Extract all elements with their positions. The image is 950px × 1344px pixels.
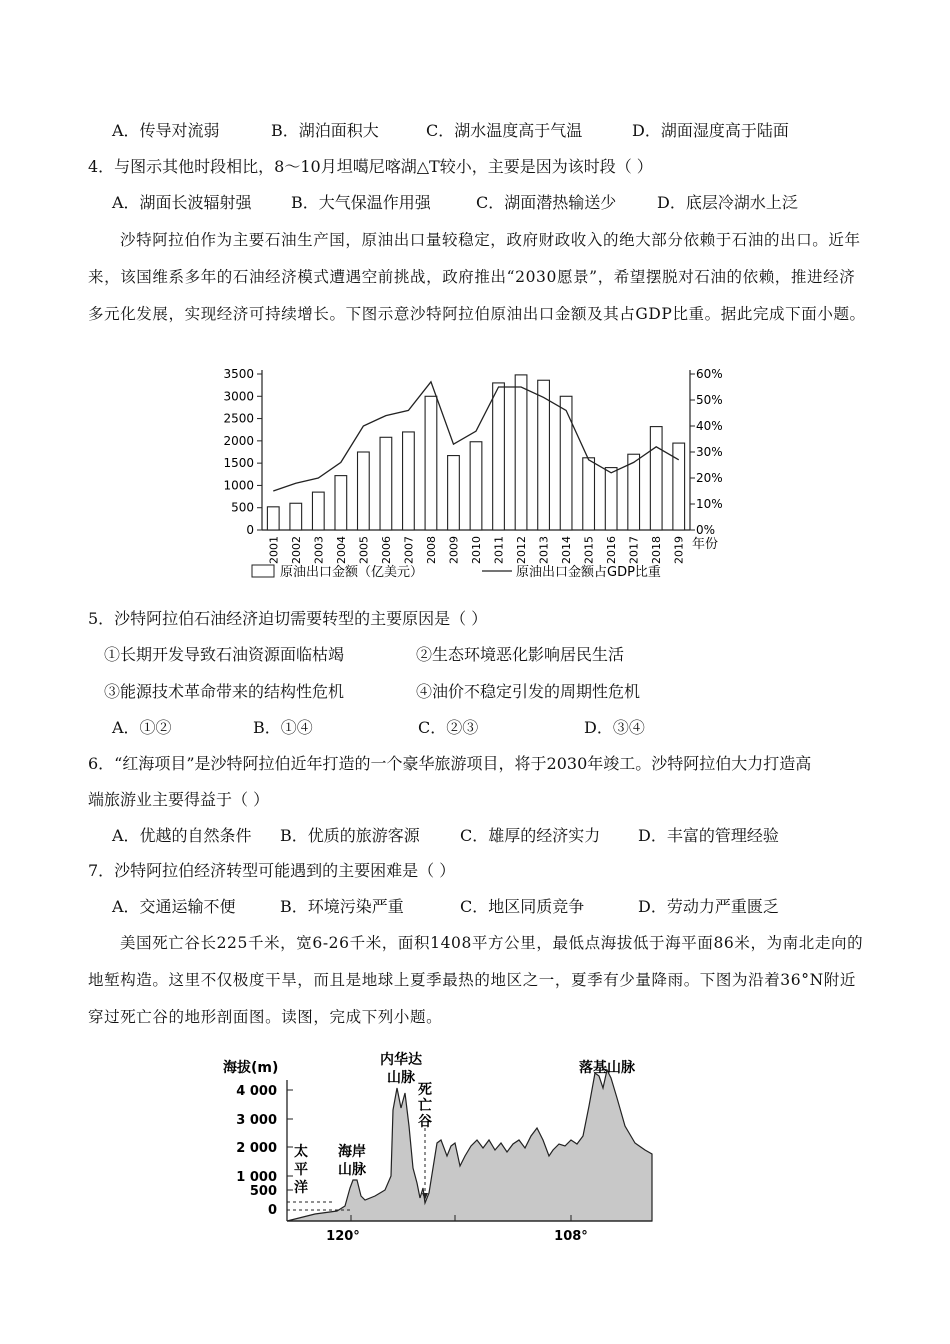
y-label-4000: 4 000 — [236, 1084, 277, 1099]
q7-option-b: B．环境污染严重 — [280, 897, 404, 916]
q5-option-d: D．③④ — [584, 718, 645, 737]
x-label-2016: 2016 — [605, 536, 619, 564]
bar-2013 — [538, 380, 550, 530]
right-tick-label: 60% — [696, 367, 723, 381]
q7-stem: 7．沙特阿拉伯经济转型可能遇到的主要困难是（ ） — [88, 861, 456, 880]
x-label-2019: 2019 — [672, 536, 686, 564]
x-label-2013: 2013 — [537, 536, 551, 564]
bar-2018 — [650, 427, 662, 530]
left-tick-label: 3500 — [223, 367, 254, 381]
q5-option-a: A．①② — [112, 718, 172, 737]
left-tick-label: 0 — [246, 523, 254, 537]
left-tick-label: 500 — [231, 500, 254, 515]
y-label-500: 500 — [249, 1184, 277, 1199]
x-label-2009: 2009 — [447, 536, 461, 564]
q4-option-a: A．湖面长波辐射强 — [112, 193, 252, 212]
q3-option-b: B．湖泊面积大 — [271, 121, 379, 140]
label-coast-2: 山脉 — [338, 1162, 366, 1178]
y-label-3000: 3 000 — [236, 1113, 277, 1128]
x-label-2002: 2002 — [289, 536, 303, 564]
y-label-0: 0 — [267, 1203, 277, 1218]
x-label-2010: 2010 — [470, 536, 483, 564]
right-tick-label: 30% — [696, 445, 723, 459]
saudi-oil-chart — [200, 362, 740, 587]
left-tick-label: 2000 — [223, 433, 254, 448]
bar-2017 — [628, 454, 640, 530]
q4-option-b: B．大气保温作用强 — [291, 193, 431, 212]
x-label-2018: 2018 — [650, 536, 664, 564]
legend-bar-label: 原油出口金额（亿美元） — [280, 565, 424, 580]
q7-option-d: D．劳动力严重匮乏 — [638, 897, 779, 916]
legend-line-label: 原油出口金额占GDP比重 — [516, 565, 661, 580]
q5-item-1: ①长期开发导致石油资源面临枯竭 — [104, 645, 345, 664]
bar-2012 — [515, 375, 527, 530]
label-valley-3: 谷 — [418, 1114, 432, 1130]
x-label-2003: 2003 — [312, 536, 326, 564]
label-nevada-2: 山脉 — [387, 1070, 415, 1086]
bar-2003 — [312, 492, 324, 530]
right-tick-label: 40% — [696, 419, 723, 433]
q5-option-c: C．②③ — [418, 718, 479, 737]
label-valley-1: 死 — [418, 1082, 432, 1098]
bar-2002 — [290, 503, 302, 530]
bar-2005 — [358, 452, 370, 530]
q3-option-d: D．湖面湿度高于陆面 — [632, 121, 789, 140]
q5-item-4: ④油价不稳定引发的周期性危机 — [416, 682, 641, 701]
x-axis-title: 年份 — [692, 537, 719, 552]
label-coast-1: 海岸 — [338, 1144, 366, 1160]
bar-2007 — [403, 432, 415, 530]
bar-2004 — [335, 476, 347, 530]
right-tick-label: 10% — [696, 497, 723, 511]
label-nevada-1: 内华达 — [380, 1052, 422, 1068]
q6-stem-line2: 端旅游业主要得益于（ ） — [88, 790, 270, 809]
chart-bars — [267, 375, 684, 530]
q5-option-b: B．①④ — [253, 718, 313, 737]
bar-2010 — [470, 442, 482, 530]
left-tick-label: 1500 — [223, 456, 254, 471]
label-rockies: 落基山脉 — [579, 1060, 635, 1076]
profile-ylabel: 海拔(m) — [223, 1060, 279, 1076]
q5-stem: 5．沙特阿拉伯石油经济迫切需要转型的主要原因是（ ） — [88, 609, 488, 628]
bar-2016 — [605, 468, 617, 530]
x-label-2015: 2015 — [582, 536, 596, 564]
right-tick-label: 50% — [696, 393, 723, 407]
q4-stem: 4．与图示其他时段相比，8～10月坦噶尼喀湖△T较小，主要是因为该时段（ ） — [88, 157, 653, 176]
legend-bar-swatch — [252, 565, 274, 577]
x-label-2007: 2007 — [402, 536, 416, 564]
q5-item-3: ③能源技术革命带来的结构性危机 — [104, 682, 345, 701]
q6-stem-line1: 6．“红海项目”是沙特阿拉伯近年打造的一个豪华旅游项目，将于2030年竣工。沙特阿拉伯大力打造高 — [88, 754, 812, 773]
bar-2008 — [425, 396, 437, 530]
x-label-2008: 2008 — [424, 536, 438, 564]
label-pacific-1: 太 — [294, 1144, 308, 1160]
death-valley-profile — [215, 1048, 665, 1248]
q6-option-c: C．雄厚的经济实力 — [460, 826, 601, 845]
bar-2014 — [560, 396, 572, 530]
label-pacific-2: 平 — [294, 1162, 308, 1178]
bar-2011 — [493, 383, 505, 530]
x-label-2006: 2006 — [379, 536, 393, 564]
left-tick-label: 1000 — [223, 478, 254, 493]
right-tick-label: 0% — [696, 523, 716, 537]
right-tick-label: 20% — [696, 471, 723, 485]
x-label-2004: 2004 — [334, 536, 348, 564]
bar-2001 — [267, 507, 279, 530]
bar-2019 — [673, 443, 685, 530]
bar-2015 — [583, 458, 595, 530]
q3-option-c: C．湖水温度高于气温 — [426, 121, 583, 140]
y-label-1000: 1 000 — [236, 1170, 277, 1185]
x-label-2014: 2014 — [560, 536, 574, 564]
passage-saudi: 沙特阿拉伯作为主要石油生产国，原油出口量较稳定，政府财政收入的绝大部分依赖于石油的出口。近年来，该国维系多年的石油经济模式遭遇空前挑战，政府推出“2030愿景”，希望摆脱对石油的依赖，推进经济多元化发展，实现经济可持续增长。下图示意沙特阿拉伯原油出口金额及其占GDP比重。据此完成下面小题。 — [88, 231, 866, 323]
left-tick-label: 2500 — [223, 411, 254, 426]
q7-option-a: A．交通运输不便 — [112, 897, 236, 916]
x-label-2017: 2017 — [627, 536, 641, 564]
q6-option-d: D．丰富的管理经验 — [638, 826, 779, 845]
left-tick-label: 3000 — [223, 389, 254, 404]
chart-legend — [252, 564, 661, 580]
q7-option-c: C．地区同质竞争 — [460, 897, 585, 916]
x-label-2011: 2011 — [492, 536, 506, 564]
q5-item-2: ②生态环境恶化影响居民生活 — [416, 645, 625, 664]
x-label-2001: 2001 — [267, 536, 281, 564]
x-label-120: 120° — [326, 1229, 360, 1244]
passage-death-valley: 美国死亡谷长225千米，宽6-26千米，面积1408平方公里，最低点海拔低于海平面86米，为南北走向的地堑构造。这里不仅极度干旱，而且是地球上夏季最热的地区之一，夏季有少量降雨。下图为沿着36°N附近穿过死亡谷的地形剖面图。读图，完成下列小题。 — [88, 934, 864, 1026]
y-label-2000: 2 000 — [236, 1141, 277, 1156]
bar-2006 — [380, 437, 392, 530]
q4-option-c: C．湖面潜热输送少 — [476, 193, 617, 212]
q6-option-a: A．优越的自然条件 — [112, 826, 252, 845]
x-label-108: 108° — [554, 1229, 588, 1244]
x-label-2005: 2005 — [357, 536, 371, 564]
q4-option-d: D．底层冷湖水上泛 — [657, 193, 798, 212]
bar-2009 — [448, 456, 460, 530]
label-valley-2: 亡 — [418, 1098, 432, 1114]
x-label-2012: 2012 — [515, 536, 529, 564]
q6-option-b: B．优质的旅游客源 — [280, 826, 420, 845]
q3-option-a: A．传导对流弱 — [112, 121, 220, 140]
label-pacific-3: 洋 — [294, 1180, 308, 1196]
